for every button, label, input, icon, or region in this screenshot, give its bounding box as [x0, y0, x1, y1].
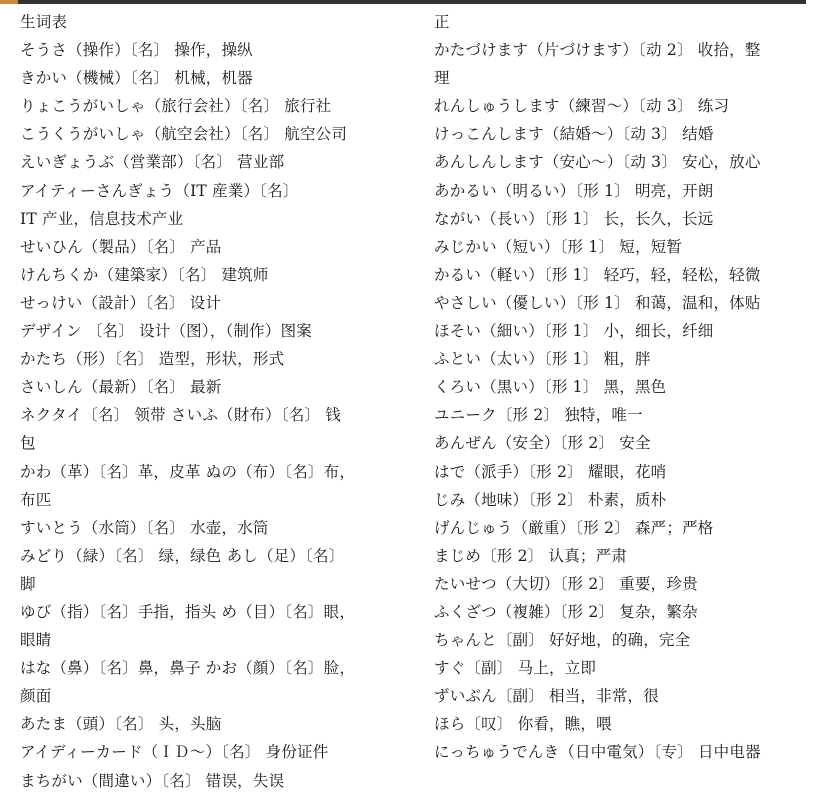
top-rule [0, 0, 806, 4]
vocab-line: あたま（頭）〔名〕 头，头脑 [20, 715, 222, 734]
vocab-line: ネクタイ〔名〕 领带 さいふ（財布）〔名〕 钱 [20, 406, 342, 425]
vocab-line: れんしゅうします（練習～）〔动 3〕 练习 [434, 97, 730, 116]
vocab-line: ふくざつ（複雑）〔形 2〕 复杂，繁杂 [434, 602, 698, 621]
vocab-line: さいしん（最新）〔名〕 最新 [20, 378, 222, 397]
vocab-line: まちがい（間違い）〔名〕 错误，失误 [20, 771, 285, 790]
vocab-line: あかるい（明るい）〔形 1〕 明亮，开朗 [434, 181, 714, 200]
vocab-line: ふとい（太い）〔形 1〕 粗，胖 [434, 350, 651, 369]
vocab-line: りょこうがいしゃ（旅行会社）〔名〕 旅行社 [20, 97, 332, 116]
vocab-line: 颜面 [20, 687, 52, 706]
vocab-line: 脚 [20, 574, 36, 593]
vocab-line: あんしんします（安心～）〔动 3〕 安心，放心 [434, 153, 761, 172]
vocab-line: かわ（革）〔名〕革，皮革 ぬの（布）〔名〕布， [20, 462, 356, 481]
vocab-line: デザイン 〔名〕 设计（图），（制作）图案 [20, 322, 312, 341]
vocab-line: IT 产业，信息技术产业 [20, 209, 184, 228]
vocab-line: たいせつ（大切）〔形 2〕 重要，珍贵 [434, 574, 698, 593]
vocab-line: げんじゅう（厳重）〔形 2〕 森严；严格 [434, 518, 714, 537]
vocab-line: 包 [20, 434, 36, 453]
vocab-line: ゆび（指）〔名〕手指，指头 め（目）〔名〕眼， [20, 602, 356, 621]
vocab-line: 眼睛 [20, 631, 52, 650]
vocab-line: せっけい（設計）〔名〕 设计 [20, 293, 222, 312]
vocab-line: すぐ〔副〕 马上，立即 [434, 659, 597, 678]
vocab-line: ほら〔叹〕 你看，瞧，喂 [434, 715, 612, 734]
vocab-line: えいぎょうぶ（営業部）〔名〕 营业部 [20, 153, 285, 172]
vocab-line: こうくうがいしゃ（航空会社）〔名〕 航空公司 [20, 125, 348, 144]
vocab-line: まじめ〔形 2〕 认真；严肃 [434, 546, 628, 565]
vocab-line: せいひん（製品）〔名〕 产品 [20, 237, 222, 256]
vocab-line: みどり（緑）〔名〕 绿，绿色 あし（足）〔名〕 [20, 546, 345, 565]
vocabulary-left-column [20, 8, 400, 795]
vocab-line: かたづけます（片づけます）〔动 2〕 收拾，整 [434, 41, 761, 60]
vocab-line: はで（派手）〔形 2〕 耀眼，花哨 [434, 462, 667, 481]
vocab-line: くろい（黒い）〔形 1〕 黑，黑色 [434, 378, 667, 397]
vocab-line: ちゃんと〔副〕 好好地，的确，完全 [434, 631, 691, 650]
vocab-line: 正 [434, 13, 450, 31]
vocab-line: じみ（地味）〔形 2〕 朴素，质朴 [434, 490, 667, 509]
vocab-line: アイティーさんぎょう（IT 産業）〔名〕 [20, 181, 299, 200]
vocab-line: かるい（軽い）〔形 1〕 轻巧，轻，轻松，轻微 [434, 265, 761, 284]
top-accent-bar [0, 0, 18, 4]
vocab-line: そうさ（操作）〔名〕 操作，操纵 [20, 41, 253, 60]
vocab-line: きかい（機械）〔名〕 机械，机器 [20, 69, 253, 88]
vocab-line: 理 [434, 69, 450, 88]
vocab-line: 布匹 [20, 490, 52, 509]
vocab-line: かたち（形）〔名〕 造型，形状，形式 [20, 350, 285, 369]
vocab-line: すいとう（水筒）〔名〕 水壶，水筒 [20, 518, 269, 537]
vocabulary-right-column [434, 8, 806, 767]
vocab-line: アイディーカード（ＩＤ～）〔名〕 身份证件 [20, 743, 329, 762]
vocab-line: ほそい（細い）〔形 1〕 小，细长，纤细 [434, 322, 714, 341]
vocab-line: けっこんします（結婚～）〔动 3〕 结婚 [434, 125, 714, 144]
vocab-line: ずいぶん〔副〕 相当，非常，很 [434, 687, 659, 706]
vocab-line: はな（鼻）〔名〕鼻，鼻子 かお（顔）〔名〕脸， [20, 659, 356, 678]
vocab-line: ユニーク〔形 2〕 独特，唯一 [434, 406, 643, 425]
vocab-line: みじかい（短い）〔形 1〕 短，短暂 [434, 237, 683, 256]
vocab-line: あんぜん（安全）〔形 2〕 安全 [434, 434, 651, 453]
vocab-line: けんちくか（建築家）〔名〕 建筑师 [20, 265, 269, 284]
vocab-line: ながい（長い）〔形 1〕 长，长久，长远 [434, 209, 714, 228]
vocab-list-title: 生词表 [20, 13, 68, 31]
vocab-line: やさしい（優しい）〔形 1〕 和蔼，温和，体贴 [434, 293, 761, 312]
vocab-line: にっちゅうでんき（日中電気）〔专〕 日中电器 [434, 743, 761, 762]
